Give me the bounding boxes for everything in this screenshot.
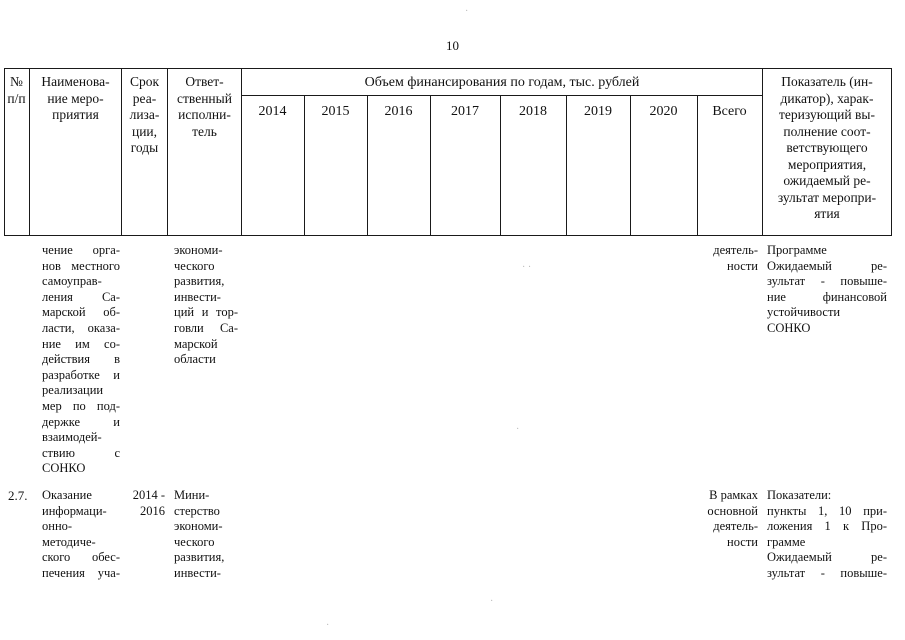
- header-year-2016: 2016: [384, 104, 413, 119]
- header-indicator: Показатель (ин- дикатор), харак- теризующий вы- полнение соот- ветствующего мероприятия, ожидаемый ре- зультат меропри- ятия: [777, 74, 877, 221]
- header-financing: Объем финансирования по годам, тыс. рублей: [364, 75, 640, 90]
- header-term: Срок реа- лиза- ции, годы: [129, 74, 160, 155]
- header-name: Наименова- ние меро- приятия: [41, 74, 110, 122]
- header-year-2020: 2020: [649, 104, 678, 119]
- row-1-indicator: Программе Ожидаемый ре- зультат - повыше- ние финансовой устойчивости СОНКО: [767, 243, 887, 335]
- header-executor: Ответ- ственный исполни- тель: [177, 74, 232, 139]
- header-year-2019: 2019: [584, 104, 612, 119]
- row-2-7-num: 2.7.: [8, 488, 28, 503]
- row-2-7-term: 2014 - 2016: [132, 488, 165, 518]
- scan-speck: ·: [465, 6, 469, 17]
- header-year-2015: 2015: [321, 104, 350, 119]
- row-2-7-executor: Мини- стерство экономи- ческого развития, инвести-: [174, 488, 225, 580]
- scan-speck: ·: [326, 620, 330, 631]
- header-total: Всего: [712, 104, 747, 119]
- header-num: № п/п: [7, 74, 26, 106]
- scan-speck: · ·: [522, 262, 532, 273]
- row-2-7-name: Оказание информаци- онно- методиче- ского обес- печения уча-: [42, 488, 120, 580]
- row-2-7-total: В рамках основной деятель- ности: [707, 488, 758, 549]
- row-1-name: чение орга- нов местного самоуправ- ления Са- марской об- ласти, оказа- ние им со- действия в разработке и реализации мер по под- держке и взаимодей- ствию с СОНКО: [42, 243, 120, 476]
- header-year-2014: 2014: [258, 104, 287, 119]
- scan-speck: ·: [516, 424, 520, 435]
- row-1-total: деятель- ности: [713, 243, 758, 273]
- header-year-2018: 2018: [519, 104, 547, 119]
- row-1-executor: экономи- ческого развития, инвести- ций и тор- говли Са- марской области: [174, 243, 238, 367]
- row-2-7-indicator: Показатели: пункты 1, 10 при- ложения 1 к Про- грамме Ожидаемый ре- зультат - повыше-: [767, 488, 887, 580]
- header-year-2017: 2017: [451, 104, 479, 119]
- scan-speck: ·: [490, 596, 494, 607]
- page-number: 10: [446, 38, 459, 53]
